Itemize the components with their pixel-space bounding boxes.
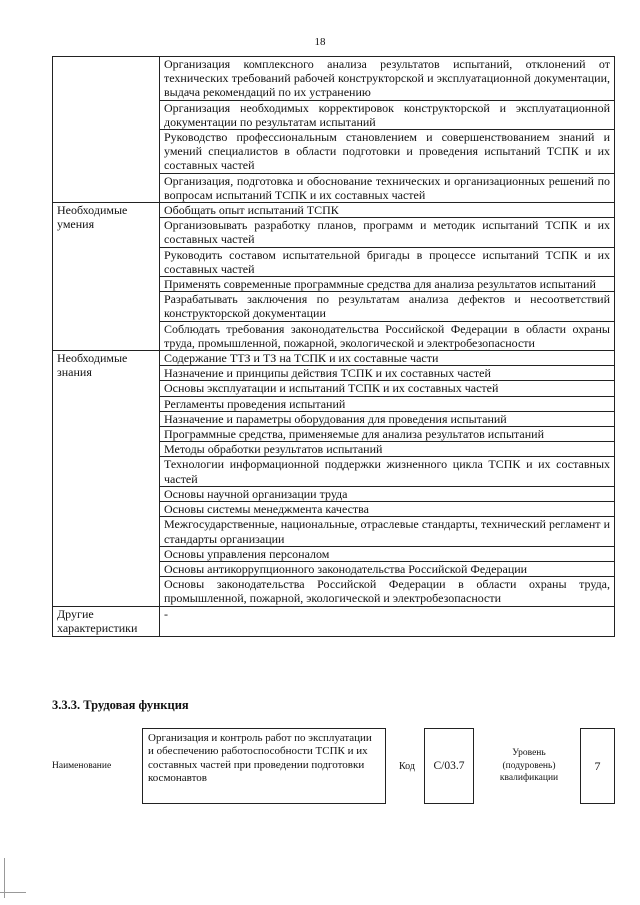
- item-cell: Программные средства, применяемые для анализа результатов испытаний: [160, 427, 615, 442]
- item-cell: Основы антикоррупционного законодательства Российской Федерации: [160, 561, 615, 576]
- item-cell: Содержание ТТЗ и ТЗ на ТСПК и их составные части: [160, 351, 615, 366]
- code-label: Код: [399, 761, 415, 772]
- category-cell: Другие характеристики: [53, 606, 160, 636]
- item-cell: Назначение и принципы действия ТСПК и их составных частей: [160, 366, 615, 381]
- item-cell: Организация, подготовка и обоснование технических и организационных решений по вопросам испытаний ТСПК и их составных частей: [160, 173, 615, 202]
- function-name-box: Организация и контроль работ по эксплуатации и обеспечению работоспособности ТСПК и их составных частей при проведении подготовки космонавтов: [142, 728, 386, 804]
- item-cell: Основы эксплуатации и испытаний ТСПК и их составных частей: [160, 381, 615, 396]
- item-cell: Руководство профессиональным становлением и совершенствованием знаний и умений специалистов в области подготовки и проведения испытаний ТСПК и их составных частей: [160, 130, 615, 174]
- item-cell: Межгосударственные, национальные, отраслевые стандарты, технический регламент и стандарты организации: [160, 517, 615, 546]
- item-cell: Соблюдать требования законодательства Российской Федерации в области охраны труда, промышленной, пожарной, экологической и электробезопасности: [160, 321, 615, 350]
- item-cell: Применять современные программные средства для анализа результатов испытаний: [160, 277, 615, 292]
- item-cell: Организовывать разработку планов, программ и методик испытаний ТСПК и их составных частей: [160, 218, 615, 247]
- item-cell: Основы законодательства Российской Федерации в области охраны труда, промышленной, пожарной, экологической и электробезопасности: [160, 577, 615, 606]
- item-cell: Методы обработки результатов испытаний: [160, 442, 615, 457]
- table-row: [53, 203, 615, 218]
- item-cell: Основы системы менеджмента качества: [160, 502, 615, 517]
- item-cell: Регламенты проведения испытаний: [160, 396, 615, 411]
- category-cell: Необходимые умения: [53, 203, 160, 351]
- section-title: 3.3.3. Трудовая функция: [52, 698, 189, 712]
- item-cell: Обобщать опыт испытаний ТСПК: [160, 203, 615, 218]
- page-number: 18: [314, 36, 326, 48]
- item-cell: Технологии информационной поддержки жизненного цикла ТСПК и их составных частей: [160, 457, 615, 486]
- code-value: C/03.7: [433, 760, 465, 772]
- item-cell: Назначение и параметры оборудования для проведения испытаний: [160, 411, 615, 426]
- category-cell: Необходимые знания: [53, 351, 160, 606]
- item-cell: Руководить составом испытательной бригады в процессе испытаний ТСПК и их составных частей: [160, 247, 615, 276]
- code-box: [424, 728, 474, 804]
- level-label: Уровень (подуровень) квалификации: [499, 748, 559, 783]
- item-cell: Основы научной организации труда: [160, 486, 615, 501]
- name-label: Наименование: [52, 761, 112, 771]
- table-row: [53, 57, 615, 101]
- item-cell: Разрабатывать заключения по результатам анализа дефектов и несоответствий конструкторской документации: [160, 292, 615, 321]
- item-cell: Основы управления персоналом: [160, 546, 615, 561]
- table-row: [53, 606, 615, 636]
- item-cell: Организация комплексного анализа результатов испытаний, отклонений от технических требований рабочей конструкторской и эксплуатационной документации, выдача рекомендаций по их устранению: [160, 57, 615, 101]
- table-row: [53, 351, 615, 366]
- item-cell: Организация необходимых корректировок конструкторской и эксплуатационной документации по результатам испытаний: [160, 100, 615, 129]
- level-value: 7: [594, 758, 601, 773]
- scan-mark-horizontal: [0, 892, 26, 893]
- level-box: [580, 728, 615, 804]
- item-cell: -: [160, 606, 615, 636]
- requirements-table: [52, 56, 615, 637]
- category-cell: [53, 57, 160, 203]
